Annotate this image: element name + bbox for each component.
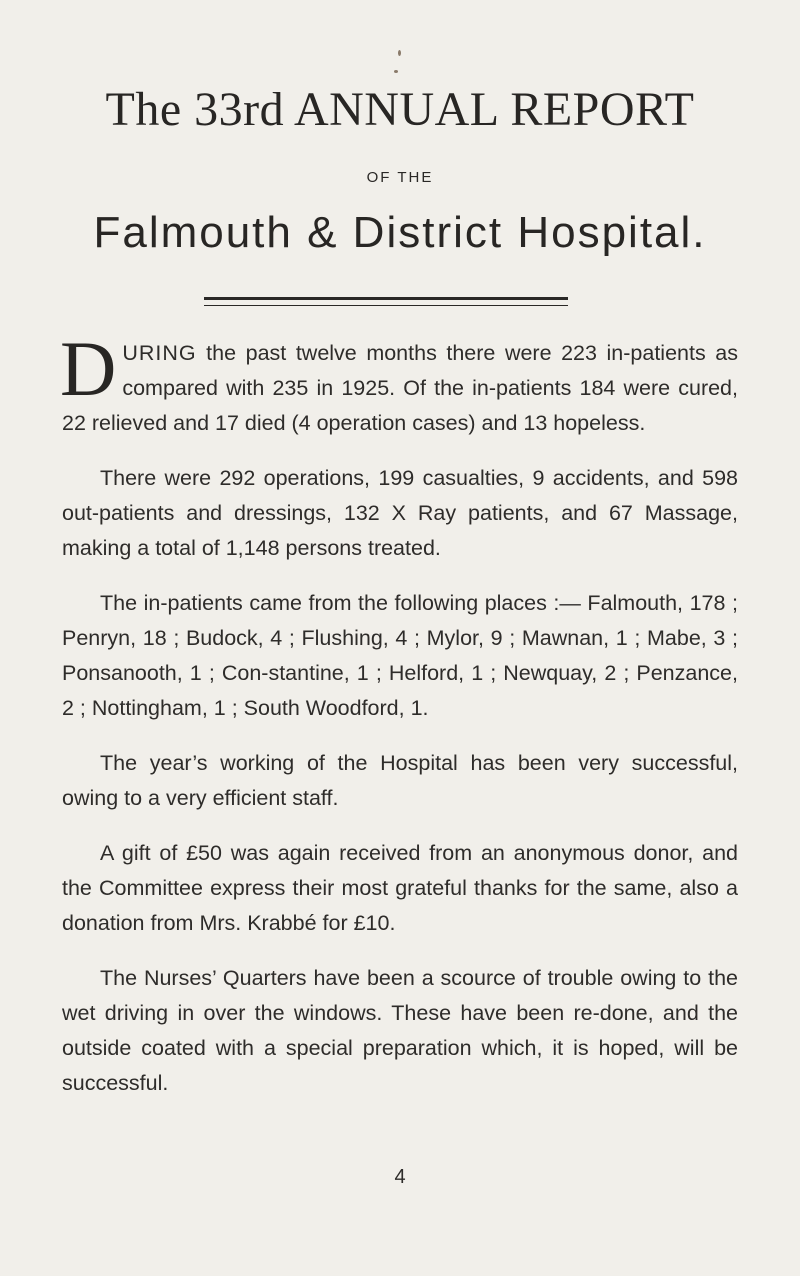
paper-speck [398, 50, 401, 56]
paragraph-operations: There were 292 operations, 199 casualties, 9 accidents, and 598 out-patients and dressings, 132 X Ray patients, and 67 Massage, making a total of 1,148 persons treated. [62, 466, 738, 560]
paper-speck [394, 70, 398, 73]
report-title: The 33rd ANNUAL REPORT [105, 83, 695, 136]
paragraph-text: the past twelve months there were 223 in-patients as compared with 235 in 1925. Of the in-patients 184 were cured, 22 relieved and 17 died (4 operation cases) and 13 hopeless. [62, 341, 738, 435]
report-body [60, 325, 738, 1121]
title-rule-thick [204, 297, 568, 300]
paragraph-places: The in-patients came from the following places :— Falmouth, 178 ; Penryn, 18 ; Budock, 4 ; Flushing, 4 ; Mylor, 9 ; Mawnan, 1 ; Mabe, 3 ; Ponsanooth, 1 ; Con-stantine, 1 ; Helford, 1 ; Newquay, 2 ; Penzance, 2 ; Nottingham, 1 ; South Woodford, 1. [62, 591, 738, 720]
page-number: 4 [394, 1166, 406, 1188]
title-rule-thin [204, 305, 568, 306]
paragraph-nurses-quarters: The Nurses’ Quarters have been a scource of trouble owing to the wet driving in over the windows. These have been re-done, and the outside coated with a special preparation which, it is hoped, will be successful. [62, 966, 738, 1095]
drop-cap: D [60, 325, 117, 412]
lead-word: URING [122, 341, 197, 365]
paragraph-inpatients [60, 325, 738, 441]
hospital-name: Falmouth & District Hospital. [93, 208, 707, 257]
report-subtitle: OF THE [366, 169, 434, 186]
paragraph-working: The year’s working of the Hospital has been very successful, owing to a very efficient staff. [62, 751, 738, 810]
paragraph-gift: A gift of £50 was again received from an anonymous donor, and the Committee express their most grateful thanks for the same, also a donation from Mrs. Krabbé for £10. [62, 841, 738, 935]
